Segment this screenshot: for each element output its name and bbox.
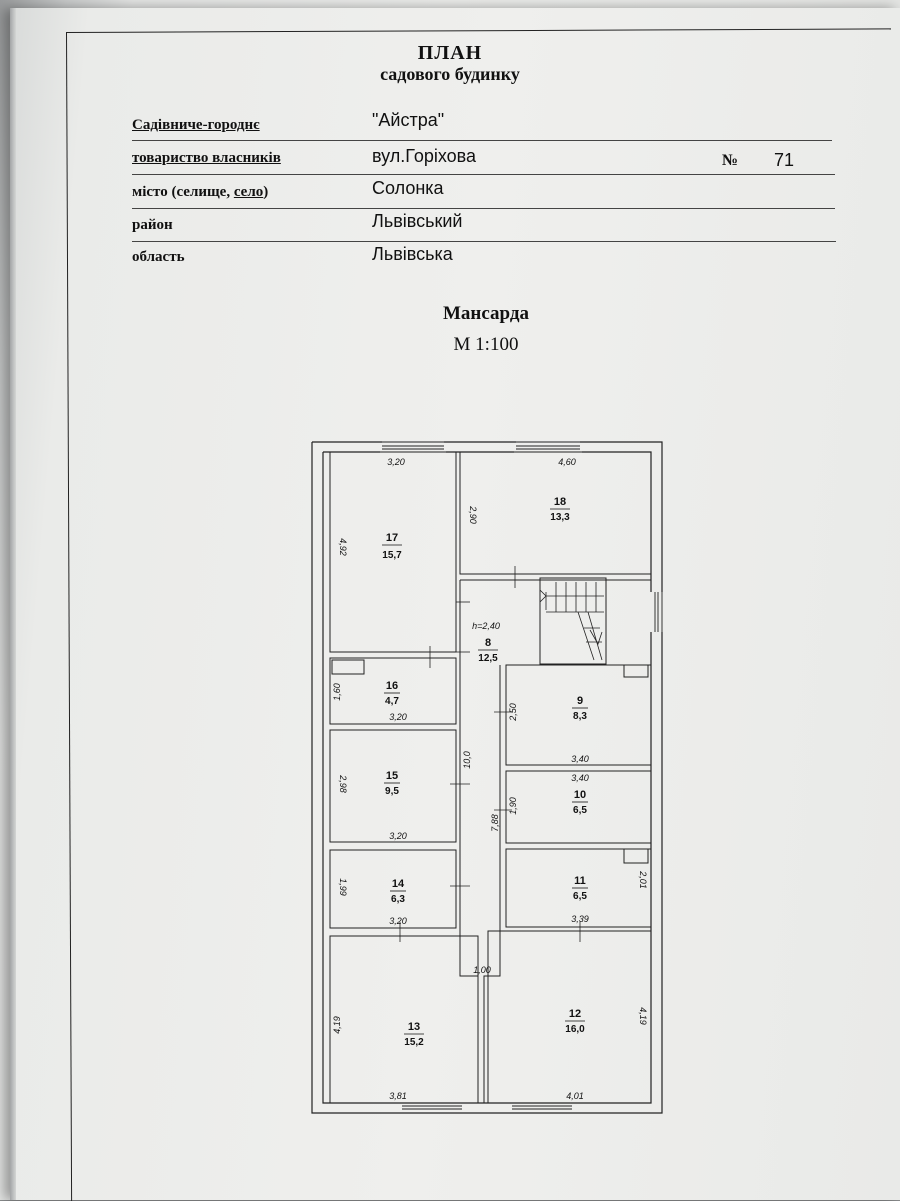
- plan-scale: М 1:100: [453, 334, 519, 355]
- dim-r13-width: 3,81: [389, 1091, 407, 1101]
- dim-r13-height: 4,19: [332, 1016, 342, 1034]
- room-13-area: 15,2: [404, 1037, 424, 1048]
- dim-r15-height: 2,98: [338, 775, 348, 793]
- room-16-cabinet: [332, 660, 364, 674]
- room-16-area: 4,7: [385, 696, 399, 707]
- room-15-area: 9,5: [385, 786, 399, 797]
- dim-r14-width: 3,20: [389, 916, 407, 926]
- city-value: Солонка: [372, 178, 444, 198]
- inner-wall-line: [323, 452, 651, 1103]
- dim-r16-width: 3,20: [389, 712, 407, 722]
- dim-r18-height: 2,90: [468, 506, 478, 524]
- document-subtitle: садового будинку: [380, 64, 520, 84]
- corridor-end-right: [484, 936, 500, 1103]
- number-sign: №: [722, 152, 739, 169]
- region-label: область: [132, 249, 185, 265]
- dim-r17-height: 4,92: [338, 538, 348, 556]
- room-14-number: 14: [391, 878, 405, 890]
- dim-r11-height: 2,01: [638, 871, 648, 889]
- room-18-number: 18: [553, 496, 567, 508]
- district-value: Львівський: [372, 211, 463, 231]
- room-14-area: 6,3: [391, 894, 405, 905]
- owners-value: вул.Горіхова: [372, 146, 477, 166]
- dim-r15-width: 3,20: [389, 831, 407, 841]
- dim-r9-width: 3,40: [571, 754, 589, 764]
- dim-r11-width: 3,39: [571, 914, 589, 924]
- room-13-number: 13: [407, 1021, 421, 1033]
- city-label-suffix: ): [263, 184, 269, 200]
- stair-flight: [578, 612, 602, 660]
- dim-r10-width: 3,40: [571, 773, 589, 783]
- floor-title: Мансарда: [443, 303, 529, 324]
- dim-r17-width: 3,20: [387, 457, 405, 467]
- owners-label: товариство власників: [132, 150, 281, 166]
- dim-r14-height: 1,99: [338, 878, 348, 896]
- dim-r18-width: 4,60: [558, 457, 576, 467]
- room-17-number: 17: [385, 532, 399, 544]
- room-11-cabinet: [624, 849, 648, 863]
- dim-r9-height: 2,50: [508, 703, 518, 721]
- dim-r10-height: 1,90: [508, 797, 518, 815]
- region-value: Львівська: [372, 244, 453, 264]
- document-title: ПЛАН: [417, 42, 483, 64]
- room-11-number: 11: [574, 875, 586, 887]
- room-13-wall: [330, 936, 478, 1103]
- windows: [382, 442, 662, 1113]
- room-10-area: 6,5: [573, 805, 587, 816]
- room-18-area: 13,3: [550, 512, 570, 523]
- dim-r12-width: 4,01: [566, 1091, 584, 1101]
- district-label: район: [132, 217, 173, 233]
- room-11-area: 6,5: [573, 891, 587, 902]
- stair-treads: [546, 582, 604, 612]
- room-8-height: h=2,40: [472, 621, 500, 631]
- number-value: 71: [774, 150, 795, 170]
- society-value: "Айстра": [372, 110, 445, 130]
- room-12-number: 12: [568, 1008, 582, 1020]
- outer-walls: [312, 442, 662, 1113]
- dim-corridor-end-width: 1,00: [473, 965, 491, 975]
- room-10-number: 10: [573, 789, 587, 801]
- dim-r12-height: 4,19: [638, 1007, 648, 1025]
- city-label-selected: село: [233, 184, 264, 200]
- staircase: [540, 582, 604, 660]
- room-9-number: 9: [576, 695, 584, 707]
- room-9-area: 8,3: [573, 711, 587, 722]
- dim-corridor-width-mark: 7,88: [490, 814, 500, 832]
- room-17-area: 15,7: [382, 550, 402, 561]
- dimension-labels: [332, 457, 648, 1101]
- outer-wall-line: [312, 442, 662, 1113]
- room-8-area: 12,5: [478, 653, 498, 664]
- dim-corridor-length: 10,0: [462, 751, 472, 769]
- city-label-prefix: місто (селище,: [132, 184, 234, 200]
- society-label: Садівниче-городнє: [132, 117, 260, 133]
- room-15-number: 15: [385, 770, 399, 782]
- interior-walls: [330, 452, 651, 1103]
- room-12-area: 16,0: [565, 1024, 585, 1035]
- room-8-number: 8: [484, 637, 492, 649]
- room-16-number: 16: [385, 680, 399, 692]
- corridor-end-left: [460, 936, 478, 1103]
- dim-r16-height: 1,60: [332, 683, 342, 701]
- room-9-cabinet: [624, 665, 648, 677]
- stair-arrow: [540, 590, 546, 602]
